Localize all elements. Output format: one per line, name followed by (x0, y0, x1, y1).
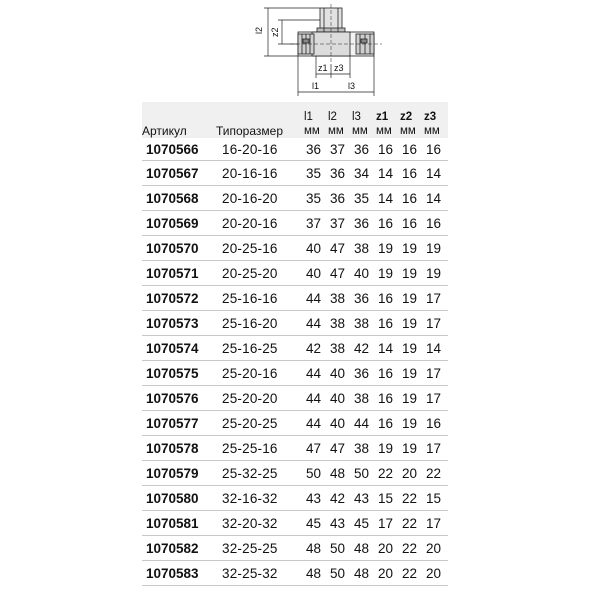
size-cell: 25-20-16 (216, 361, 304, 386)
dimension-cell: 38 (352, 236, 376, 261)
dim-label-z2: z2 (270, 27, 280, 37)
dimension-cell: 40 (328, 361, 352, 386)
article-cell: 1070577 (142, 411, 216, 436)
dimension-cell: 36 (328, 186, 352, 211)
size-cell: 32-25-32 (216, 561, 304, 586)
dimension-cell: 16 (376, 138, 400, 161)
dim-label-l3: l3 (348, 81, 356, 91)
dimension-cell: 16 (400, 161, 424, 186)
dimension-cell: 42 (352, 336, 376, 361)
dimension-cell: 42 (328, 486, 352, 511)
dimension-cell: 22 (400, 511, 424, 536)
dimension-cell: 37 (328, 211, 352, 236)
dimension-cell: 48 (352, 561, 376, 586)
header-z2: z2 мм (400, 102, 424, 138)
dimension-cell: 47 (304, 436, 328, 461)
dimension-cell: 40 (328, 386, 352, 411)
header-l2: l2 мм (328, 102, 352, 138)
dimension-cell: 38 (352, 311, 376, 336)
dimension-cell: 16 (376, 361, 400, 386)
dimension-cell: 17 (424, 286, 448, 311)
table-row (142, 361, 448, 386)
dimension-cell: 50 (328, 561, 352, 586)
dimension-cell: 40 (352, 261, 376, 286)
dimension-cell: 44 (304, 386, 328, 411)
size-cell: 25-32-25 (216, 461, 304, 486)
dimension-cell: 36 (352, 138, 376, 161)
dimension-cell: 16 (376, 211, 400, 236)
dimension-cell: 44 (304, 411, 328, 436)
dimension-cell: 15 (424, 486, 448, 511)
dimension-cell: 14 (424, 161, 448, 186)
size-cell: 20-16-16 (216, 161, 304, 186)
dimension-cell: 16 (424, 211, 448, 236)
dimension-cell: 14 (376, 186, 400, 211)
dim-label-z3: z3 (334, 63, 344, 73)
size-cell: 32-20-32 (216, 511, 304, 536)
dimension-cell: 35 (352, 186, 376, 211)
size-cell: 20-20-16 (216, 211, 304, 236)
dimension-cell: 43 (352, 486, 376, 511)
dimension-cell: 22 (376, 461, 400, 486)
article-cell: 1070578 (142, 436, 216, 461)
table-header-row (142, 102, 448, 138)
dimension-cell: 37 (328, 138, 352, 161)
dim-label-z1: z1 (318, 63, 328, 73)
dimension-cell: 38 (328, 336, 352, 361)
dimension-cell: 19 (400, 311, 424, 336)
dimension-cell: 44 (352, 411, 376, 436)
dimension-cell: 19 (400, 286, 424, 311)
dimension-cell: 17 (424, 511, 448, 536)
dimension-cell: 40 (304, 236, 328, 261)
article-cell: 1070579 (142, 461, 216, 486)
dim-label-l2: l2 (254, 26, 264, 34)
header-z1: z1 мм (376, 102, 400, 138)
article-cell: 1070573 (142, 311, 216, 336)
size-cell: 20-16-20 (216, 186, 304, 211)
table-row (142, 386, 448, 411)
table-row (142, 436, 448, 461)
article-cell: 1070574 (142, 336, 216, 361)
dimension-cell: 16 (424, 138, 448, 161)
dimension-cell: 19 (424, 261, 448, 286)
size-cell: 32-16-32 (216, 486, 304, 511)
header-l3: l3 мм (352, 102, 376, 138)
size-cell: 25-16-20 (216, 311, 304, 336)
dimension-cell: 48 (304, 561, 328, 586)
dimension-cell: 14 (424, 336, 448, 361)
article-cell: 1070569 (142, 211, 216, 236)
dimension-cell: 16 (376, 411, 400, 436)
dimension-cell: 38 (352, 386, 376, 411)
dimension-cell: 19 (400, 411, 424, 436)
dimension-cell: 34 (352, 161, 376, 186)
dimension-cell: 50 (304, 461, 328, 486)
table-row (142, 138, 448, 161)
dimension-cell: 44 (304, 286, 328, 311)
dimension-cell: 47 (328, 236, 352, 261)
table-row (142, 411, 448, 436)
dimension-cell: 19 (400, 236, 424, 261)
article-cell: 1070580 (142, 486, 216, 511)
size-cell: 20-25-16 (216, 236, 304, 261)
tee-fitting-drawing (0, 0, 600, 100)
dimension-cell: 19 (376, 436, 400, 461)
dimension-cell: 20 (400, 461, 424, 486)
table-row (142, 511, 448, 536)
dimension-cell: 19 (376, 261, 400, 286)
dimension-cell: 16 (400, 186, 424, 211)
dimension-cell: 37 (304, 211, 328, 236)
article-cell: 1070583 (142, 561, 216, 586)
dimension-cell: 45 (352, 511, 376, 536)
specification-table (142, 102, 448, 586)
header-article: Артикул (142, 102, 216, 138)
table-row (142, 186, 448, 211)
dimension-cell: 35 (304, 161, 328, 186)
dimension-cell: 22 (424, 461, 448, 486)
header-l1: l1 мм (304, 102, 328, 138)
article-cell: 1070575 (142, 361, 216, 386)
dimension-cell: 16 (400, 138, 424, 161)
dimension-cell: 40 (304, 261, 328, 286)
dimension-cell: 19 (400, 436, 424, 461)
size-cell: 25-20-25 (216, 411, 304, 436)
dimension-cell: 17 (424, 386, 448, 411)
dimension-cell: 43 (304, 486, 328, 511)
article-cell: 1070572 (142, 286, 216, 311)
article-cell: 1070576 (142, 386, 216, 411)
dimension-cell: 15 (376, 486, 400, 511)
dimension-cell: 22 (400, 536, 424, 561)
table-row (142, 311, 448, 336)
header-size: Типоразмер (216, 102, 304, 138)
header-z3: z3 мм (424, 102, 448, 138)
article-cell: 1070568 (142, 186, 216, 211)
article-cell: 1070566 (142, 138, 216, 161)
dimension-cell: 36 (352, 286, 376, 311)
dimension-cell: 35 (304, 186, 328, 211)
dimension-cell: 16 (376, 311, 400, 336)
dimension-cell: 44 (304, 311, 328, 336)
dimension-cell: 20 (376, 561, 400, 586)
dimension-cell: 48 (352, 536, 376, 561)
dimension-cell: 17 (424, 436, 448, 461)
dimension-cell: 19 (400, 336, 424, 361)
article-cell: 1070582 (142, 536, 216, 561)
table-row (142, 561, 448, 586)
article-cell: 1070570 (142, 236, 216, 261)
dimension-cell: 47 (328, 436, 352, 461)
size-cell: 25-16-25 (216, 336, 304, 361)
dimension-cell: 48 (328, 461, 352, 486)
table-row (142, 336, 448, 361)
dimension-cell: 38 (328, 286, 352, 311)
dimension-cell: 48 (304, 536, 328, 561)
dimension-cell: 36 (304, 138, 328, 161)
dimension-cell: 14 (424, 186, 448, 211)
dimension-cell: 16 (400, 211, 424, 236)
article-cell: 1070571 (142, 261, 216, 286)
dimension-cell: 14 (376, 161, 400, 186)
dimension-cell: 19 (400, 261, 424, 286)
dimension-cell: 16 (376, 386, 400, 411)
dimension-cell: 20 (424, 536, 448, 561)
dimension-cell: 20 (376, 536, 400, 561)
dimension-cell: 50 (328, 536, 352, 561)
dimension-cell: 19 (400, 386, 424, 411)
table-row (142, 536, 448, 561)
size-cell: 25-16-16 (216, 286, 304, 311)
article-cell: 1070567 (142, 161, 216, 186)
size-cell: 16-20-16 (216, 138, 304, 161)
table-row (142, 236, 448, 261)
table-row (142, 486, 448, 511)
size-cell: 32-25-25 (216, 536, 304, 561)
table-row (142, 261, 448, 286)
dimension-cell: 44 (304, 361, 328, 386)
table-row (142, 211, 448, 236)
size-cell: 25-25-16 (216, 436, 304, 461)
size-cell: 20-25-20 (216, 261, 304, 286)
dimension-cell: 38 (328, 311, 352, 336)
dimension-cell: 17 (424, 311, 448, 336)
dimension-cell: 17 (424, 361, 448, 386)
dimension-cell: 20 (424, 561, 448, 586)
dimension-cell: 47 (328, 261, 352, 286)
dimension-cell: 17 (376, 511, 400, 536)
dimension-cell: 42 (304, 336, 328, 361)
dimension-cell: 16 (376, 286, 400, 311)
dimension-cell: 19 (400, 361, 424, 386)
article-cell: 1070581 (142, 511, 216, 536)
size-cell: 25-20-20 (216, 386, 304, 411)
dimension-cell: 36 (328, 161, 352, 186)
dimension-cell: 45 (304, 511, 328, 536)
dimension-cell: 40 (328, 411, 352, 436)
dimension-cell: 22 (400, 486, 424, 511)
dim-label-l1: l1 (312, 81, 320, 91)
dimension-cell: 36 (352, 211, 376, 236)
dimension-cell: 43 (328, 511, 352, 536)
table-row (142, 461, 448, 486)
dimension-cell: 19 (424, 236, 448, 261)
dimension-cell: 38 (352, 436, 376, 461)
dimension-cell: 14 (376, 336, 400, 361)
dimension-cell: 22 (400, 561, 424, 586)
dimension-cell: 16 (424, 411, 448, 436)
table-row (142, 286, 448, 311)
dimension-cell: 50 (352, 461, 376, 486)
dimension-cell: 36 (352, 361, 376, 386)
dimension-cell: 19 (376, 236, 400, 261)
table-row (142, 161, 448, 186)
